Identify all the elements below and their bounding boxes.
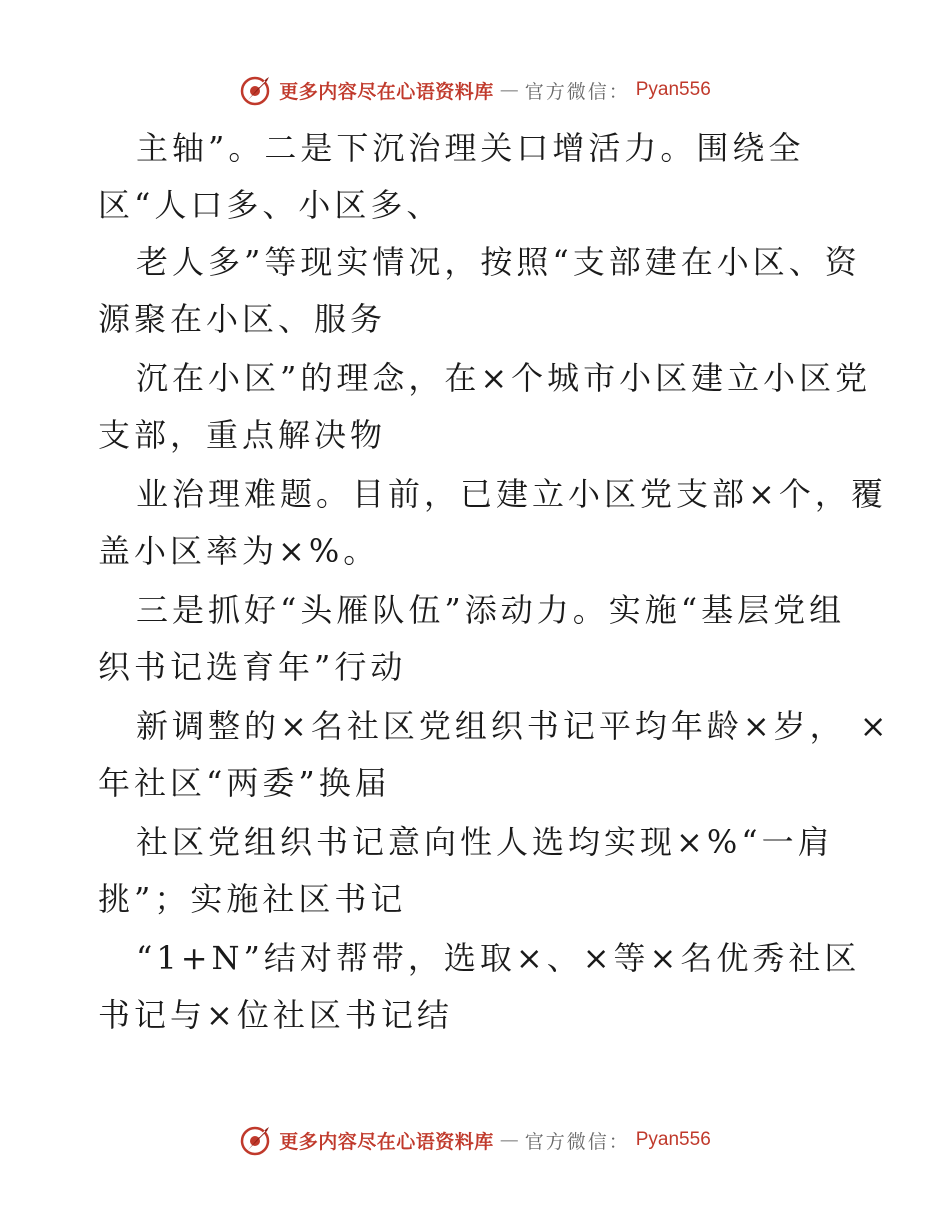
body-line: 织书记选育年”行动 bbox=[98, 648, 407, 686]
body-line: 三是抓好“头雁队伍”添动力。实施“基层党组 bbox=[136, 591, 846, 629]
body-line: 主轴”。二是下沉治理关口增活力。围绕全 bbox=[136, 129, 805, 167]
watermark-site-text: 更多内容尽在心语资料库 bbox=[279, 1130, 494, 1153]
header-watermark bbox=[0, 70, 950, 110]
body-line: 社区党组织书记意向性人选均实现×%“一肩 bbox=[136, 823, 834, 861]
body-line: 年社区“两委”换届 bbox=[98, 764, 391, 802]
watermark-site-text: 更多内容尽在心语资料库 bbox=[279, 80, 494, 103]
watermark-wechat-id: Pyan556 bbox=[635, 1129, 711, 1150]
body-line: 书记与×位社区书记结 bbox=[98, 996, 453, 1034]
watermark-separator: — bbox=[499, 79, 519, 101]
watermark-wechat-id: Pyan556 bbox=[635, 79, 711, 100]
body-line: 盖小区率为×%。 bbox=[98, 532, 380, 570]
quill-logo-icon bbox=[239, 1123, 273, 1157]
body-line: 老人多”等现实情况，按照“支部建在小区、资 bbox=[136, 243, 861, 281]
body-line: 源聚在小区、服务 bbox=[98, 300, 387, 338]
watermark-official-text: 官方微信： bbox=[524, 80, 630, 103]
watermark-separator: — bbox=[499, 1129, 519, 1151]
body-line: 沉在小区”的理念，在×个城市小区建立小区党 bbox=[136, 359, 872, 397]
watermark-official-text: 官方微信： bbox=[524, 1130, 630, 1153]
body-line: 支部，重点解决物 bbox=[98, 416, 387, 454]
body-line: 区“人口多、小区多、 bbox=[98, 186, 443, 224]
body-line: 挑”；实施社区书记 bbox=[98, 880, 407, 918]
body-line: “1+N”结对帮带，选取×、×等×名优秀社区 bbox=[136, 939, 861, 977]
body-line: 业治理难题。目前，已建立小区党支部×个，覆 bbox=[136, 475, 887, 513]
quill-logo-icon bbox=[239, 73, 273, 107]
body-line: 新调整的×名社区党组织书记平均年龄×岁， × bbox=[136, 707, 891, 745]
footer-watermark bbox=[0, 1120, 950, 1160]
